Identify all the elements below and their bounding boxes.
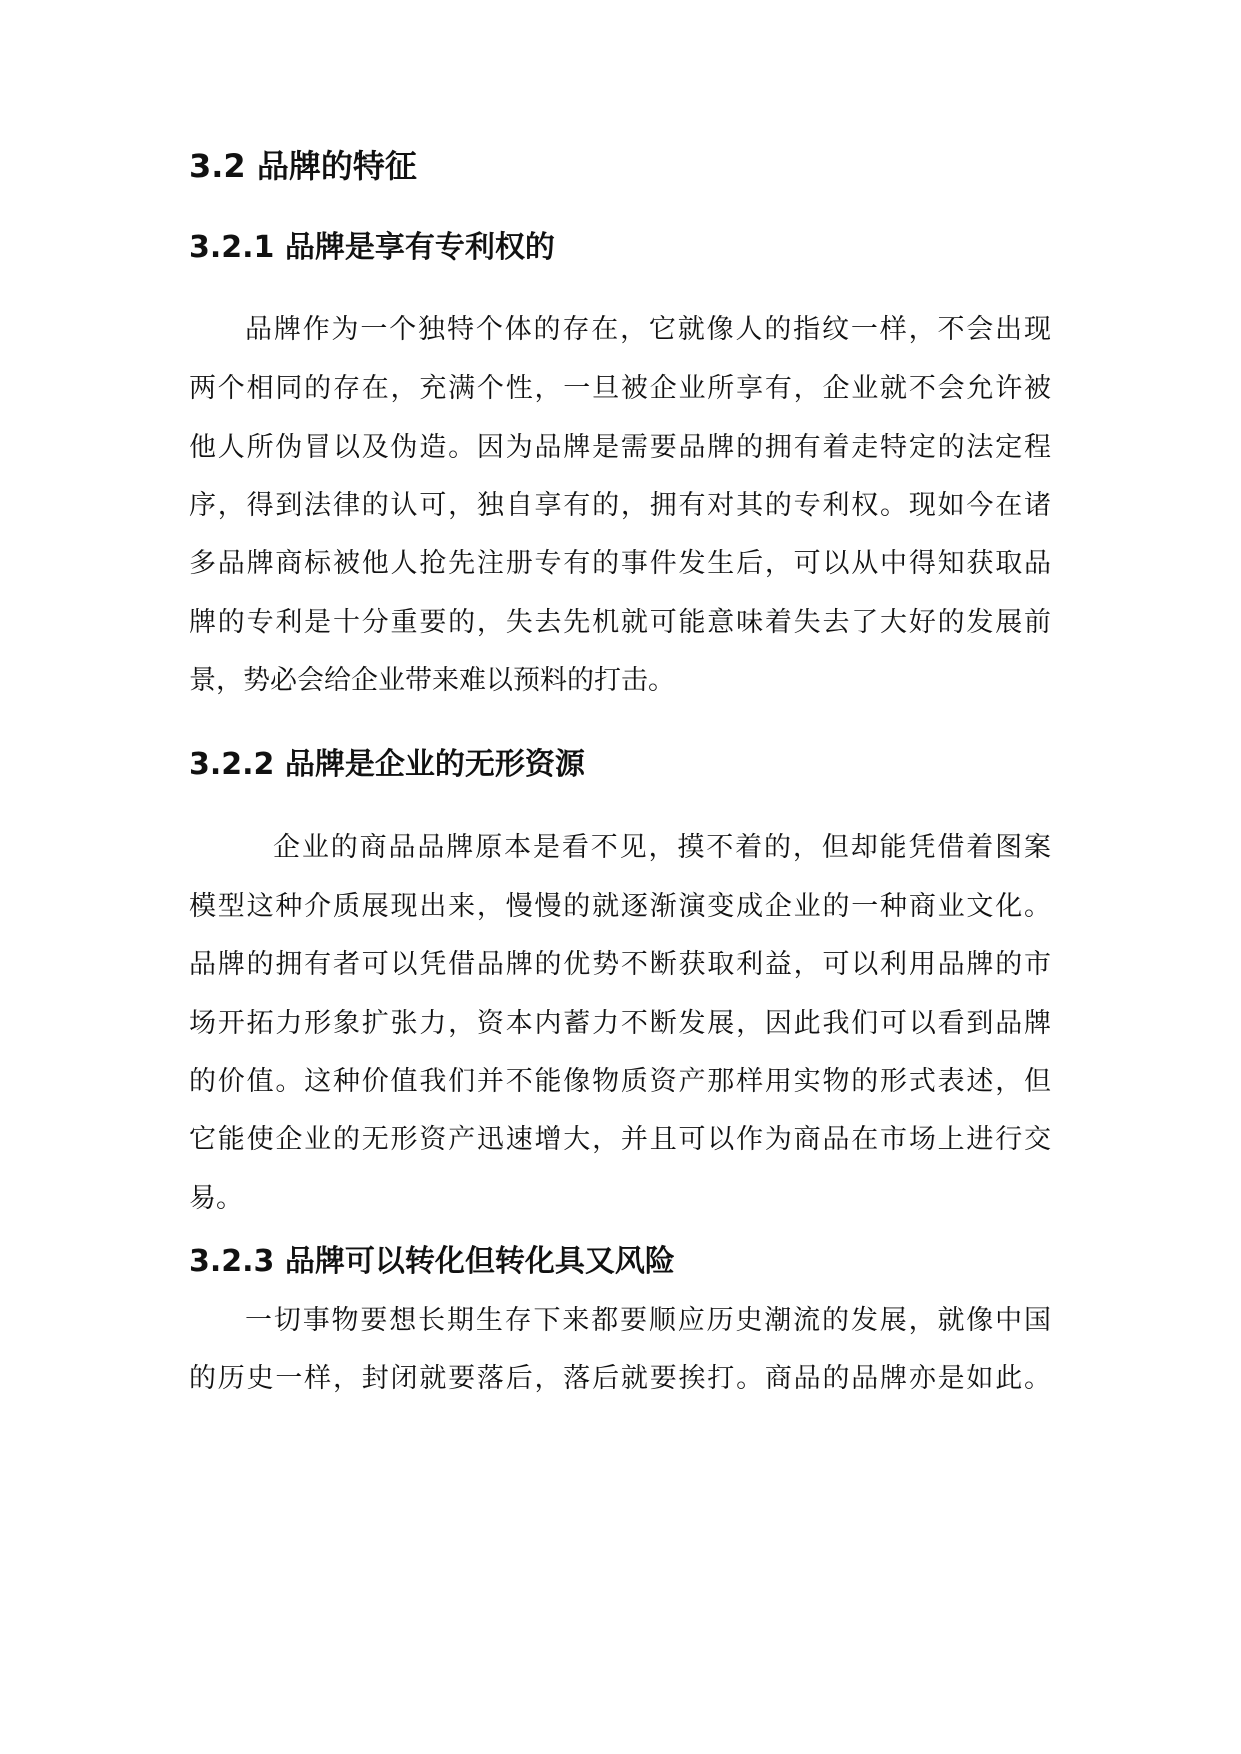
paragraph-line: 序，得到法律的认可，独自享有的，拥有对其的专利权。现如今在诸 <box>189 490 1051 521</box>
subsection-heading-3-2-2: 3.2.2 品牌是企业的无形资源 <box>189 747 585 782</box>
paragraph-line: 两个相同的存在，充满个性，一旦被企业所享有，企业就不会允许被 <box>189 373 1051 404</box>
section-heading-3-2: 3.2 品牌的特征 <box>189 147 417 185</box>
paragraph-line: 景，势必会给企业带来难以预料的打击。 <box>189 665 675 696</box>
paragraph-line: 它能使企业的无形资产迅速增大，并且可以作为商品在市场上进行交 <box>189 1124 1051 1155</box>
paragraph-line: 多品牌商标被他人抢先注册专有的事件发生后，可以从中得知获取品 <box>189 548 1051 579</box>
paragraph-line: 的价值。这种价值我们并不能像物质资产那样用实物的形式表述，但 <box>189 1066 1051 1097</box>
paragraph-line: 一切事物要想长期生存下来都要顺应历史潮流的发展，就像中国 <box>245 1305 1051 1336</box>
paragraph-line: 品牌作为一个独特个体的存在，它就像人的指纹一样，不会出现 <box>245 314 1051 345</box>
paragraph-line: 品牌的拥有者可以凭借品牌的优势不断获取利益，可以利用品牌的市 <box>189 949 1051 980</box>
paragraph-line: 易。 <box>189 1183 243 1214</box>
paragraph-line: 的历史一样，封闭就要落后，落后就要挨打。商品的品牌亦是如此。 <box>189 1363 1051 1394</box>
paragraph-line: 企业的商品品牌原本是看不见，摸不着的，但却能凭借着图案 <box>273 832 1051 863</box>
subsection-heading-3-2-1: 3.2.1 品牌是享有专利权的 <box>189 230 555 265</box>
paragraph-line: 模型这种介质展现出来，慢慢的就逐渐演变成企业的一种商业文化。 <box>189 891 1051 922</box>
subsection-heading-3-2-3: 3.2.3 品牌可以转化但转化具又风险 <box>189 1244 675 1279</box>
paragraph-line: 牌的专利是十分重要的，失去先机就可能意味着失去了大好的发展前 <box>189 607 1051 638</box>
paragraph-line: 他人所伪冒以及伪造。因为品牌是需要品牌的拥有着走特定的法定程 <box>189 432 1051 463</box>
paragraph-line: 场开拓力形象扩张力，资本内蓄力不断发展，因此我们可以看到品牌 <box>189 1008 1051 1039</box>
